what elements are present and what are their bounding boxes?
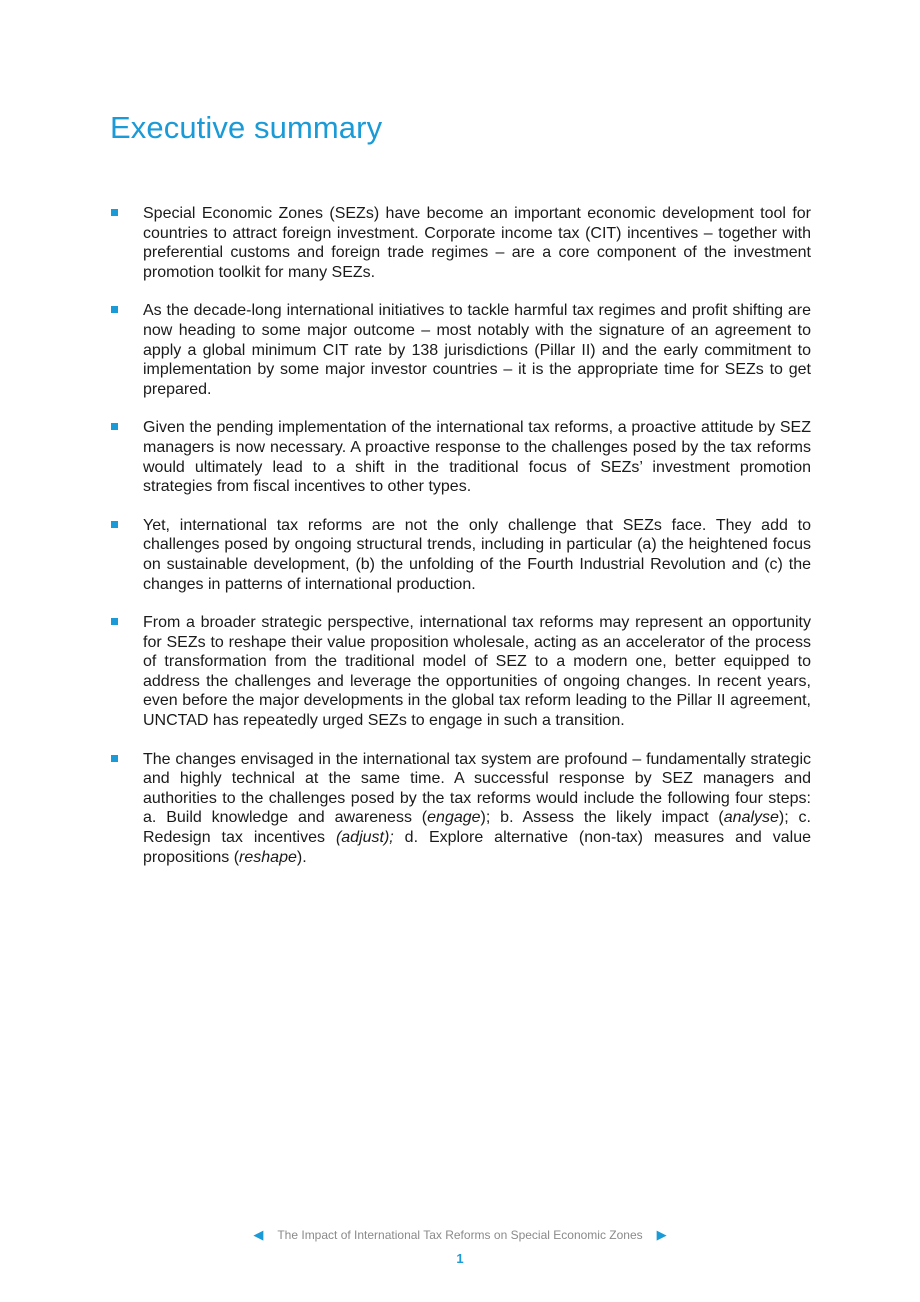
bullet-text-segment: From a broader strategic perspective, international tax reforms may represent an opportunity for SEZs to reshape their value proposition wholesale, acting as an accelerator of the process of transformation from the traditional model of SEZ to a modern one, better equipped to address the challenges and leverage the opportunities of ongoing changes. In recent years, even before the major developments in the global tax reform leading to the Pillar II agreement, UNCTAD has repeatedly urged SEZs to engage in such a transition. (143, 614, 811, 730)
page-title: Executive summary (110, 110, 383, 145)
bullet-text-segment: As the decade-long international initiatives to tackle harmful tax regimes and profit shifting are now heading to some major outcome – most notably with the signature of an agreement to apply a global minimum CIT rate by 138 jurisdictions (Pillar II) and the early commitment to implementation by some major investor countries – it is the appropriate time for SEZs to get prepared. (143, 302, 811, 398)
bullet-text-segment: Special Economic Zones (SEZs) have become an important economic development tool for countries to attract foreign investment. Corporate income tax (CIT) incentives – together with preferential customs and foreign trade regimes – are a core component of the investment promotion toolkit for many SEZs. (143, 205, 811, 281)
bullet-text-segment: The changes envisaged in the international tax system are profound – fundamentally strategic and highly technical at the same time. A successful response by SEZ managers and authorities to the challenges posed by the tax reforms would include the following four steps: a. Build knowledge and awareness ( (143, 750, 811, 827)
page-number: 1 (456, 1251, 464, 1266)
bullet-text (143, 517, 811, 593)
bullet-text-segment: ). (296, 848, 307, 866)
square-bullet-icon (111, 209, 118, 216)
footer-document-title: The Impact of International Tax Reforms on Special Economic Zones (277, 1227, 643, 1242)
square-bullet-icon (111, 423, 118, 430)
square-bullet-icon (111, 306, 118, 313)
bullet-text-segment: Given the pending implementation of the international tax reforms, a proactive attitude by SEZ managers is now necessary. A proactive response to the challenges posed by the tax reforms would ultimately lead to a shift in the traditional focus of SEZs’ investment promotion strategies from fiscal incentives to other types. (143, 419, 811, 496)
next-page-arrow-icon[interactable]: ▶ (656, 1226, 667, 1242)
bullet-text-segment: Yet, international tax reforms are not the only challenge that SEZs face. They add to challenges posed by ongoing structural trends, including in particular (a) the heightened focus on sustainable development, (b) the unfolding of the Fourth Industrial Revolution and (c) the changes in patterns of international production. (143, 516, 811, 593)
bullet-item (110, 418, 811, 496)
bullet-text (143, 751, 811, 866)
footer (0, 1224, 920, 1245)
bullet-text (143, 302, 811, 397)
bullet-text-emphasis: (adjust); (335, 829, 394, 847)
bullet-text-segment: ); c. Redesign tax incentives (143, 809, 812, 847)
bullet-text-emphasis: analyse (723, 809, 779, 827)
previous-page-arrow-icon[interactable]: ◀ (253, 1226, 264, 1242)
bullet-text (143, 419, 811, 495)
bullet-item (110, 613, 811, 731)
bullet-item (110, 204, 811, 282)
bullet-text-emphasis: engage (427, 809, 481, 827)
square-bullet-icon (111, 618, 118, 625)
bullet-text-segment: ); b. Assess the likely impact ( (480, 809, 724, 827)
bullet-text (143, 205, 811, 281)
bullet-text-segment: d. Explore alternative (non-tax) measures and value propositions ( (143, 829, 811, 866)
square-bullet-icon (111, 755, 118, 762)
bullet-item (110, 516, 811, 594)
bullet-list (110, 204, 811, 886)
square-bullet-icon (111, 521, 118, 528)
bullet-text (143, 614, 811, 729)
bullet-item (110, 301, 811, 399)
bullet-item (110, 750, 811, 868)
bullet-text-emphasis: reshape (239, 848, 297, 866)
